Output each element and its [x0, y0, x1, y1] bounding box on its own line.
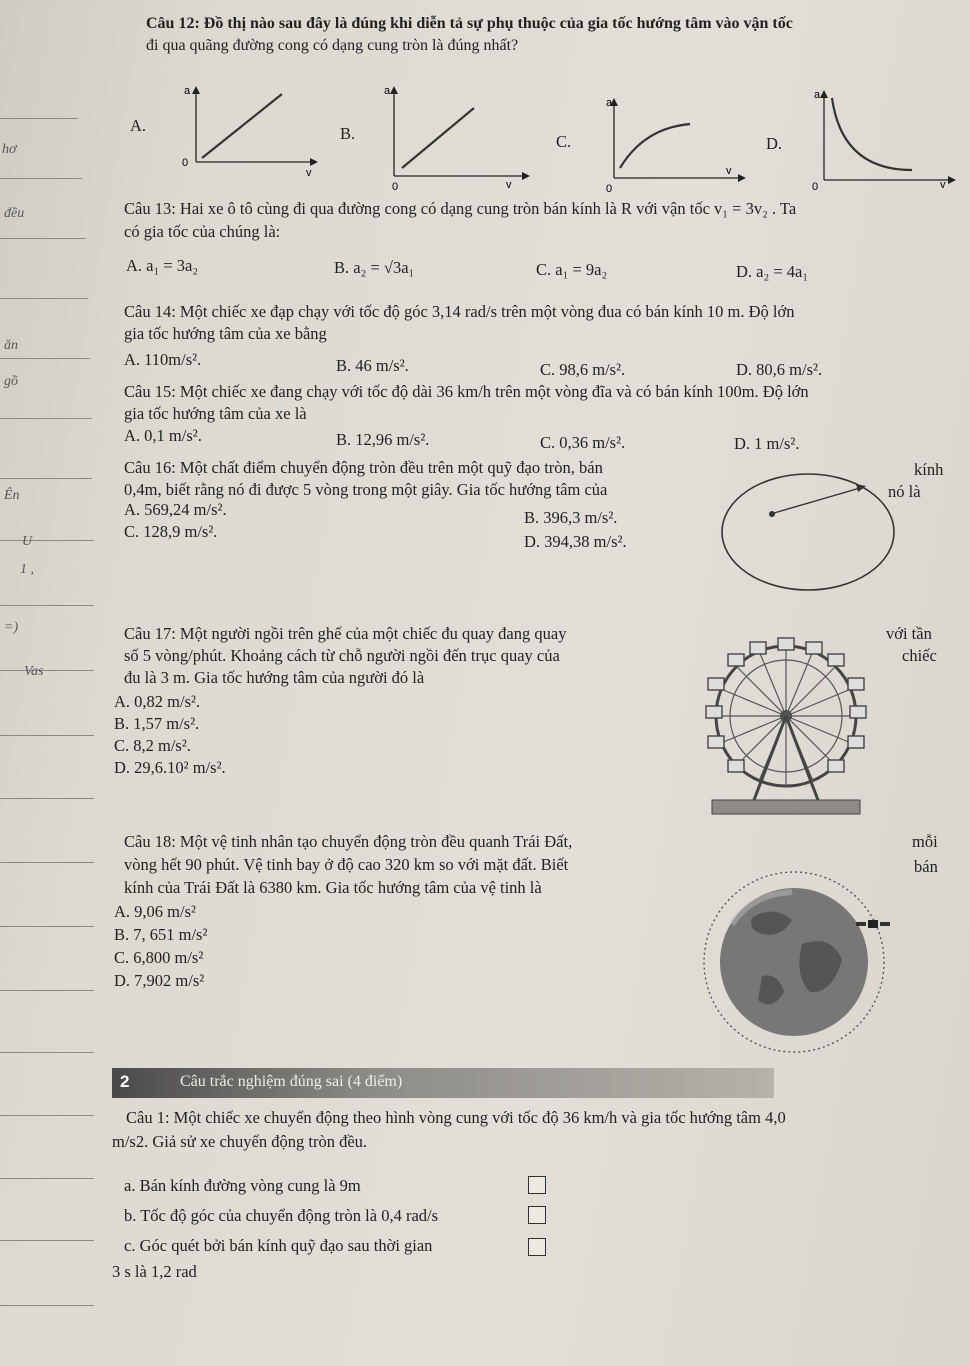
origin-label: 0 [392, 181, 399, 193]
origin-label: 0 [812, 181, 819, 193]
margin-rule [0, 735, 94, 736]
q12-option-b-label[interactable]: B. [340, 124, 356, 143]
q18-option-d[interactable]: D. 7,902 m/s² [114, 971, 205, 990]
q15-stem-line1: Câu 15: Một chiếc xe đang chạy với tốc độ dài 36 km/h trên một vòng đĩa và có bán kính 100m. Độ lớn [124, 382, 809, 401]
margin-note: hơ [2, 142, 17, 157]
arrow-icon [310, 158, 318, 166]
q12-option-d-label[interactable]: D. [766, 134, 783, 153]
margin-note: Ên [4, 488, 20, 503]
section-number: 2 [120, 1072, 130, 1091]
margin-rule [0, 178, 82, 179]
margin-rule [0, 1052, 94, 1053]
arrow-icon [522, 172, 530, 180]
margin-rule [0, 1178, 94, 1179]
q15-option-b[interactable]: B. 12,96 m/s². [336, 430, 430, 449]
graph-line [202, 94, 282, 158]
q13-option-b[interactable]: B. a₂ = √3a₁ [334, 258, 415, 277]
tf1-stem-line1: Câu 1: Một chiếc xe chuyển động theo hình vòng cung với tốc độ 36 km/h và gia tốc hướng tâm 4,0 [126, 1108, 786, 1127]
q17-option-a[interactable]: A. 0,82 m/s². [114, 692, 201, 711]
q18-stem-line3: kính của Trái Đất là 6380 km. Gia tốc hướng tâm của vệ tinh là [124, 878, 542, 897]
q12-stem-line2: đi qua quãng đường cong có dạng cung tròn là đúng nhất? [146, 37, 519, 54]
margin-rule [0, 670, 94, 671]
axis-label-a: a [606, 97, 613, 109]
q17-stem-line1: Câu 17: Một người ngồi trên ghế của một chiếc đu quay đang quay [124, 624, 567, 643]
orbit-circle [722, 474, 894, 590]
q17-stem-line2: số 5 vòng/phút. Khoảng cách từ chỗ người ngồi đến trục quay của [124, 646, 560, 665]
arrow-icon [390, 86, 398, 94]
q17-stem-line1-tail: với tần [886, 624, 932, 643]
section-title: Câu trắc nghiệm đúng sai (4 điểm) [180, 1073, 403, 1090]
margin-rule [0, 990, 94, 991]
satellite-orbit-figure [692, 864, 902, 1058]
tf1-checkbox-c[interactable] [528, 1238, 546, 1256]
axis-label-v: v [306, 167, 312, 179]
margin-rule [0, 605, 94, 606]
tf1-statement-b: b. Tốc độ góc của chuyển động tròn là 0,4 rad/s [124, 1206, 439, 1225]
q12-option-a-label[interactable]: A. [130, 116, 147, 135]
margin-note: gồ [4, 374, 18, 389]
q18-stem-line1-tail: mỗi [912, 832, 938, 851]
margin-rule [0, 1305, 94, 1306]
q13-option-d[interactable]: D. a₂ = 4a₁ [736, 262, 809, 281]
margin-rule [0, 1240, 94, 1241]
q16-option-b[interactable]: B. 396,3 m/s². [524, 508, 618, 527]
margin-rule [0, 798, 94, 799]
q16-option-d[interactable]: D. 394,38 m/s². [524, 532, 627, 551]
margin-rule [0, 1115, 94, 1116]
axis-label-v: v [506, 179, 512, 191]
arrow-icon [738, 174, 746, 182]
section-2-banner [112, 1068, 774, 1098]
margin-rule [0, 862, 94, 863]
tf1-stem-line2: m/s2. Giả sử xe chuyển động tròn đều. [112, 1132, 368, 1151]
arrow-icon [192, 86, 200, 94]
margin-rule [0, 418, 92, 419]
circular-orbit-figure [716, 466, 902, 594]
q14-option-d[interactable]: D. 80,6 m/s². [736, 360, 823, 379]
tf1-statement-c-line2: 3 s là 1,2 rad [112, 1262, 197, 1281]
wheel-base [712, 800, 860, 814]
margin-note: đều [4, 206, 25, 221]
q18-stem-line2-tail: bán [914, 857, 938, 876]
axis-label-v: v [940, 179, 946, 191]
q18-option-b[interactable]: B. 7, 651 m/s² [114, 925, 208, 944]
q12-graph-d[interactable] [806, 84, 962, 194]
q15-option-c[interactable]: C. 0,36 m/s². [540, 433, 626, 452]
q17-stem-line3: đu là 3 m. Gia tốc hướng tâm của người đó là [124, 668, 425, 687]
axis-label-v: v [726, 165, 732, 177]
q12-stem-line1: Câu 12: Đồ thị nào sau đây là đúng khi diễn tả sự phụ thuộc của gia tốc hướng tâm vào vận tốc [146, 15, 793, 32]
margin-note: Vas [24, 664, 44, 679]
q18-stem-line1: Câu 18: Một vệ tinh nhân tạo chuyển động tròn đều quanh Trái Đất, [124, 832, 573, 851]
satellite-icon [856, 920, 890, 928]
q18-option-c[interactable]: C. 6,800 m/s² [114, 948, 204, 967]
q14-stem-line1: Câu 14: Một chiếc xe đạp chạy với tốc độ góc 3,14 rad/s trên một vòng đua có bán kính 10 m. Độ lớn [124, 302, 795, 321]
axis-label-a: a [384, 85, 391, 97]
q17-stem-line2-tail: chiếc [902, 646, 937, 665]
axis-label-a: a [814, 89, 821, 101]
q15-option-d[interactable]: D. 1 m/s². [734, 434, 800, 453]
margin-rule [0, 540, 94, 541]
q17-option-b[interactable]: B. 1,57 m/s². [114, 714, 200, 733]
q12-graph-b[interactable] [378, 84, 534, 194]
tf1-statement-c-line1: c. Góc quét bởi bán kính quỹ đạo sau thời gian [124, 1236, 433, 1255]
graph-curve [620, 124, 690, 168]
margin-rule [0, 926, 94, 927]
q18-stem-line2: vòng hết 90 phút. Vệ tinh bay ở độ cao 320 km so với mặt đất. Biết [124, 855, 569, 874]
margin-rule [0, 298, 88, 299]
q16-stem-line2-tail: nó là [888, 482, 921, 501]
graph-line [402, 108, 474, 168]
tf1-checkbox-a[interactable] [528, 1176, 546, 1194]
q16-stem-line1-tail: kính [914, 460, 944, 479]
q12-graph-c[interactable] [594, 94, 750, 194]
q14-stem-line2: gia tốc hướng tâm của xe bằng [124, 324, 327, 343]
q13-stem-line1: Câu 13: Hai xe ô tô cùng đi qua đường cong có dạng cung tròn bán kính là R với vận tốc v₁ = 3v₂ . Ta [124, 199, 797, 218]
q16-option-a[interactable]: A. 569,24 m/s². [124, 500, 227, 519]
q15-option-a[interactable]: A. 0,1 m/s². [124, 426, 202, 445]
q12-option-c-label[interactable]: C. [556, 132, 572, 151]
origin-label: 0 [182, 157, 189, 169]
q14-option-c[interactable]: C. 98,6 m/s². [540, 360, 626, 379]
margin-note: ăn [4, 338, 18, 353]
q14-option-a[interactable]: A. 110m/s². [124, 350, 202, 369]
margin-rule [0, 358, 90, 359]
q17-option-d[interactable]: D. 29,6.10² m/s². [114, 758, 226, 777]
margin-rule [0, 478, 92, 479]
q17-option-c[interactable]: C. 8,2 m/s². [114, 736, 191, 755]
q15-stem-line2: gia tốc hướng tâm của xe là [124, 404, 307, 423]
margin-rule [0, 238, 86, 239]
q13-option-a[interactable]: A. a₁ = 3a₂ [126, 256, 199, 275]
arrow-icon [820, 90, 828, 98]
q18-option-a[interactable]: A. 9,06 m/s² [114, 902, 196, 921]
radius-line [774, 488, 860, 513]
center-point [769, 511, 775, 517]
tf1-checkbox-b[interactable] [528, 1206, 546, 1224]
q16-stem-line1: Câu 16: Một chất điểm chuyển động tròn đều trên một quỹ đạo tròn, bán [124, 458, 603, 477]
ferris-wheel-figure [694, 632, 884, 822]
graph-curve [832, 98, 912, 170]
margin-note: U [22, 534, 33, 549]
origin-label: 0 [606, 183, 613, 194]
tf1-statement-a: a. Bán kính đường vòng cung là 9m [124, 1176, 361, 1195]
q16-stem-line2: 0,4m, biết rằng nó đi được 5 vòng trong một giây. Gia tốc hướng tâm của [124, 480, 608, 499]
q12-graph-a[interactable] [172, 84, 322, 186]
q13-option-c[interactable]: C. a₁ = 9a₂ [536, 260, 608, 279]
margin-rule [0, 118, 78, 119]
arrow-icon [948, 176, 956, 184]
margin-note: 1 , [20, 562, 34, 577]
q13-stem-line2: có gia tốc của chúng là: [124, 222, 281, 241]
q16-option-c[interactable]: C. 128,9 m/s². [124, 522, 218, 541]
axis-label-a: a [184, 85, 191, 97]
q14-option-b[interactable]: B. 46 m/s². [336, 356, 409, 375]
margin-note: =) [4, 620, 19, 635]
